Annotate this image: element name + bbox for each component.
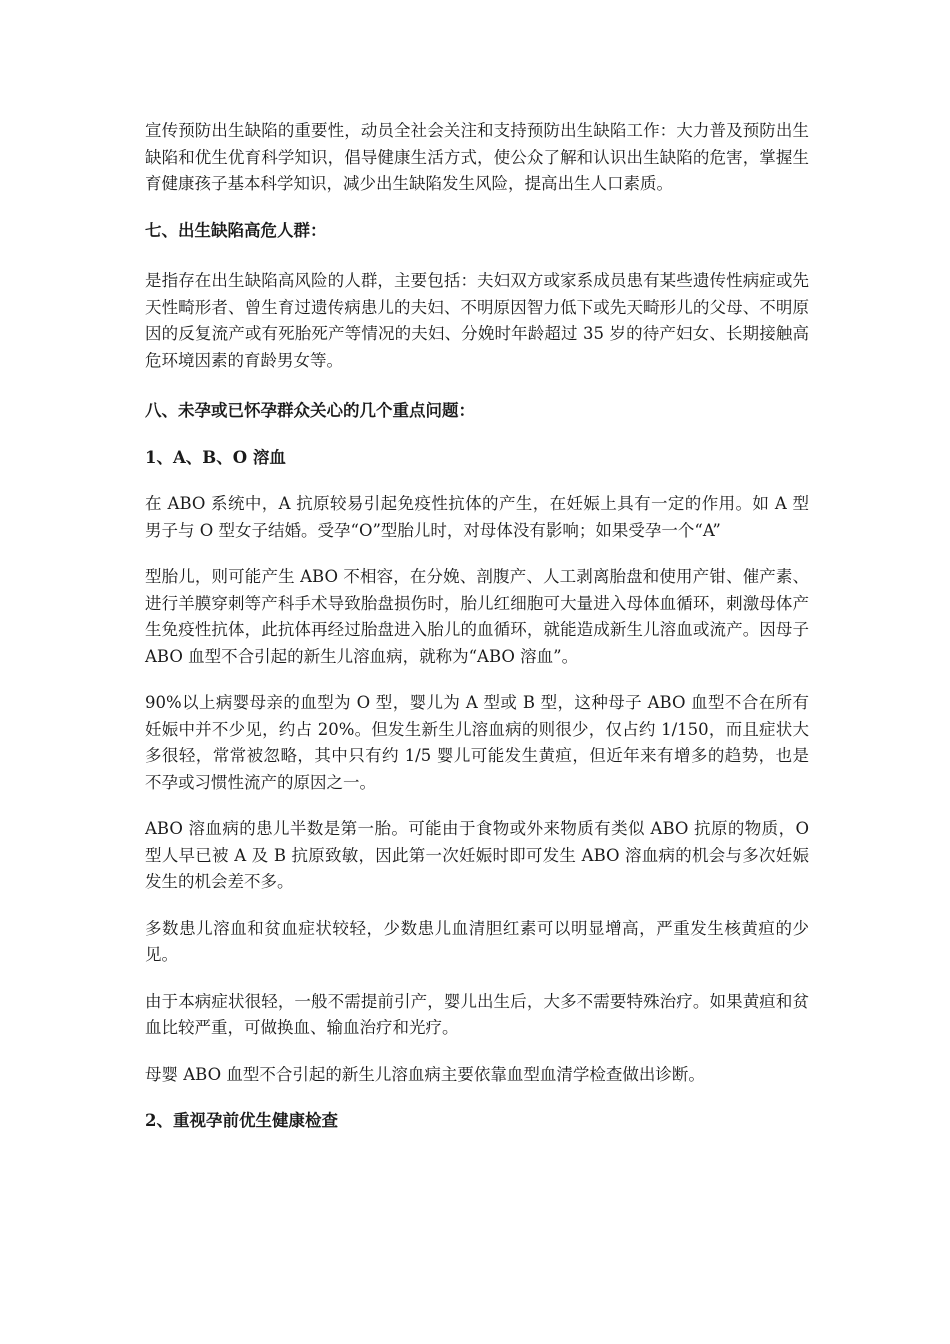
section-8-heading: 八、未孕或已怀孕群众关心的几个重点问题： xyxy=(145,401,475,420)
abo-paragraph-1: 在 ABO 系统中，A 抗原较易引起免疫性抗体的产生，在妊娠上具有一定的作用。如 A 型男子与 O 型女子结婚。受孕“O”型胎儿时，对母体没有影响；如果受孕一个“A” xyxy=(145,494,809,540)
abo-paragraph-6: 由于本病症状很轻，一般不需提前引产，婴儿出生后，大多不需要特殊治疗。如果黄疸和贫血比较严重，可做换血、输血治疗和光疗。 xyxy=(145,991,809,1037)
section-7-heading: 七、出生缺陷高危人群： xyxy=(145,220,327,240)
intro-paragraph: 宣传预防出生缺陷的重要性，动员全社会关注和支持预防出生缺陷工作：大力普及预防出生缺陷和优生优育科学知识，倡导健康生活方式，使公众了解和认识出生缺陷的危害，掌握生育健康孩子基本科学知识，减少出生缺陷发生风险，提高出生人口素质。 xyxy=(145,121,809,193)
abo-paragraph-2: 型胎儿，则可能产生 ABO 不相容，在分娩、剖腹产、人工剥离胎盘和使用产钳、催产素、进行羊膜穿刺等产科手术导致胎盘损伤时，胎儿红细胞可大量进入母体血循环，刺激母体产生免疫性抗体，此抗体再经过胎盘进入胎儿的血循环，就能造成新生儿溶血或流产。因母子 ABO 血型不合引起的新生儿溶血病，就称为“ABO 溶血”。 xyxy=(145,567,809,666)
subsection-2-heading: 2、重视孕前优生健康检查 xyxy=(145,1111,338,1130)
abo-paragraph-4: ABO 溶血病的患儿半数是第一胎。可能由于食物或外来物质有类似 ABO 抗原的物质，O 型人早已被 A 及 B 抗原致敏，因此第一次妊娠时即可发生 ABO 溶血病的机会与多次妊娠发生的机会差不多。 xyxy=(145,819,809,891)
subsection-1-heading: 1、A、B、O 溶血 xyxy=(145,447,286,467)
section-7-paragraph: 是指存在出生缺陷高风险的人群，主要包括：夫妇双方或家系成员患有某些遗传性病症或先天性畸形者、曾生育过遗传病患儿的夫妇、不明原因智力低下或先天畸形儿的父母、不明原因的反复流产或有死胎死产等情况的夫妇、分娩时年龄超过 35 岁的待产妇女、长期接触高危环境因素的育龄男女等。 xyxy=(145,271,809,370)
document-page xyxy=(145,118,809,1155)
abo-paragraph-5: 多数患儿溶血和贫血症状较轻，少数患儿血清胆红素可以明显增高，严重发生核黄疸的少见。 xyxy=(145,918,809,964)
abo-paragraph-3: 90%以上病婴母亲的血型为 O 型，婴儿为 A 型或 B 型，这种母子 ABO 血型不合在所有妊娠中并不少见，约占 20%。但发生新生儿溶血病的则很少，仅占约 1/150，而且症状大多很轻，常常被忽略，其中只有约 1/5 婴儿可能发生黄疸，但近年来有增多的趋势，也是不孕或习惯性流产的原因之一。 xyxy=(145,693,809,792)
abo-paragraph-7: 母婴 ABO 血型不合引起的新生儿溶血病主要依靠血型血清学检查做出诊断。 xyxy=(145,1064,705,1084)
